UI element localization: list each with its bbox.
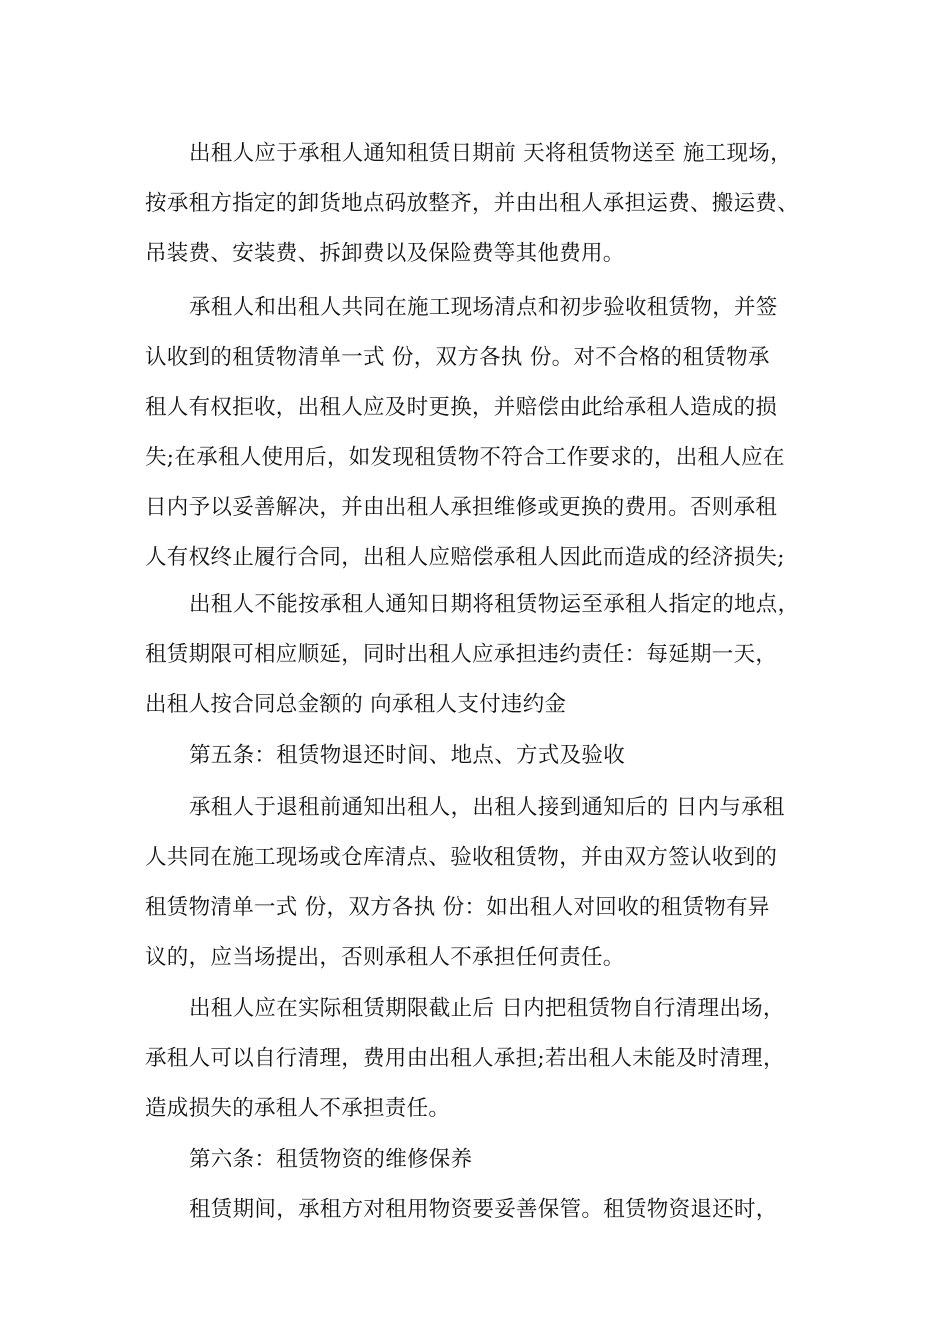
text-line: 租赁物清单一式 份，双方各执 份：如出租人对回收的租赁物有异 xyxy=(145,895,770,920)
text-line: 吊装费、安装费、拆卸费以及保险费等其他费用。 xyxy=(145,241,625,266)
text-line: 失;在承租人使用后，如发现租赁物不符合工作要求的，出租人应在 xyxy=(145,445,785,470)
text-line: 承租人和出租人共同在施工现场清点和初步验收租赁物，并签 xyxy=(189,295,778,320)
text-line: 认收到的租赁物清单一式 份，双方各执 份。对不合格的租赁物承 xyxy=(145,345,770,370)
text-line: 人有权终止履行合同，出租人应赔偿承租人因此而造成的经济损失; xyxy=(145,545,785,570)
text-line: 出租人按合同总金额的 向承租人支付违约金 xyxy=(145,692,567,717)
text-line: 出租人应在实际租赁期限截止后 日内把租赁物自行清理出场， xyxy=(189,996,785,1021)
text-line: 造成损失的承租人不承担责任。 xyxy=(145,1096,451,1121)
text-line: 日内予以妥善解决，并由出租人承担维修或更换的费用。否则承租 xyxy=(145,495,778,520)
text-line: 人共同在施工现场或仓库清点、验收租赁物，并由双方签认收到的 xyxy=(145,845,778,870)
text-line: 出租人应于承租人通知租赁日期前 天将租赁物送至 施工现场， xyxy=(189,141,792,166)
section-heading: 第五条：租赁物退还时间、地点、方式及验收 xyxy=(189,743,626,768)
section-heading: 第六条：租赁物资的维修保养 xyxy=(189,1147,473,1172)
text-line: 租人有权拒收，出租人应及时更换，并赔偿由此给承租人造成的损 xyxy=(145,395,778,420)
text-line: 租赁期间，承租方对租用物资要妥善保管。租赁物资退还时， xyxy=(189,1197,778,1222)
text-line: 承租人于退租前通知出租人，出租人接到通知后的 日内与承租 xyxy=(189,795,785,820)
text-line: 出租人不能按承租人通知日期将租赁物运至承租人指定的地点， xyxy=(189,592,800,617)
text-line: 议的，应当场提出，否则承租人不承担任何责任。 xyxy=(145,945,625,970)
text-line: 按承租方指定的卸货地点码放整齐，并由出租人承担运费、搬运费、 xyxy=(145,191,800,216)
text-line: 承租人可以自行清理，费用由出租人承担;若出租人未能及时清理， xyxy=(145,1046,785,1071)
text-line: 租赁期限可相应顺延，同时出租人应承担违约责任：每延期一天， xyxy=(145,642,778,667)
